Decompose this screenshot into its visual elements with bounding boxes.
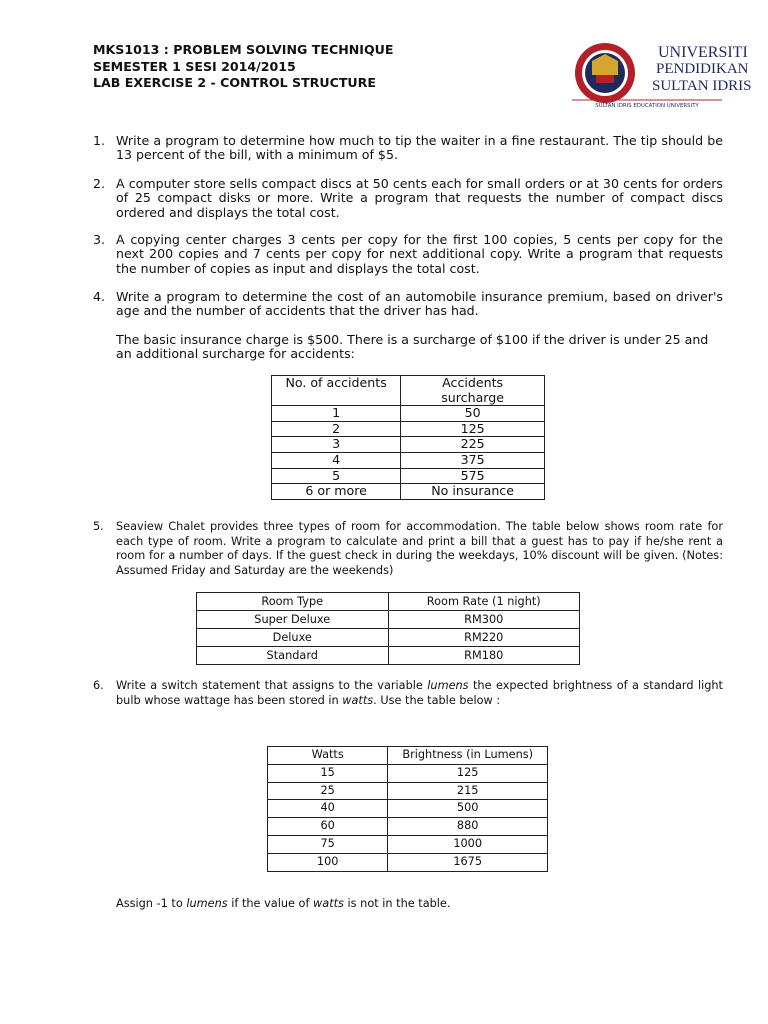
table-cell: 60 xyxy=(268,818,388,836)
table-cell: 5 xyxy=(272,468,401,484)
table-cell: 575 xyxy=(401,468,545,484)
table-cell: Super Deluxe xyxy=(197,611,389,629)
variable-watts: watts xyxy=(313,897,344,910)
table-cell: 6 or more xyxy=(272,484,401,500)
question-number: 6. xyxy=(93,679,104,692)
table-row xyxy=(197,647,580,665)
question-number: 5. xyxy=(93,520,104,533)
table-cell: RM180 xyxy=(388,647,580,665)
table-row xyxy=(272,468,545,484)
text-segment: . Use the table below : xyxy=(373,693,501,707)
table-cell: 75 xyxy=(268,835,388,853)
question-5 xyxy=(93,520,723,578)
table-row xyxy=(197,629,580,647)
column-header: Watts xyxy=(268,747,388,765)
table-cell: No insurance xyxy=(401,484,545,500)
question-6 xyxy=(93,679,723,708)
table-cell: Standard xyxy=(197,647,389,665)
wattage-table xyxy=(267,746,548,872)
table-header-row xyxy=(272,376,545,406)
table-cell: 3 xyxy=(272,437,401,453)
question-text: Write a program to determine the cost of an automobile insurance premium, based on driver's age and the number of accidents that the driver has had. xyxy=(116,289,723,319)
text-segment: if the value of xyxy=(227,897,314,910)
table-row xyxy=(272,421,545,437)
table-row xyxy=(268,764,548,782)
question-text xyxy=(116,679,723,708)
question-text: Write a program to determine how much to tip the waiter in a fine restaurant. The tip should be 13 percent of the bill, with a minimum of $5. xyxy=(116,133,723,163)
column-header: Room Rate (1 night) xyxy=(388,593,580,611)
question-4-paragraph: The basic insurance charge is $500. There is a surcharge of $100 if the driver is under 25 and an additional surcharge for accidents: xyxy=(116,332,709,362)
table-cell: 100 xyxy=(268,853,388,871)
column-header: Brightness (in Lumens) xyxy=(388,747,548,765)
table-header-row xyxy=(268,747,548,765)
column-header: Room Type xyxy=(197,593,389,611)
table-cell: RM220 xyxy=(388,629,580,647)
table-cell: 375 xyxy=(401,452,545,468)
variable-lumens: lumens xyxy=(186,897,228,910)
column-header: No. of accidents xyxy=(272,376,401,406)
lab-title: LAB EXERCISE 2 - CONTROL STRUCTURE xyxy=(93,75,376,91)
logo-line-3: SULTAN IDRIS xyxy=(652,78,752,94)
table-row xyxy=(272,452,545,468)
table-row xyxy=(268,800,548,818)
text-segment: the expected brightness of a standard light bulb whose wattage has been stored in xyxy=(116,679,723,707)
room-rate-table xyxy=(196,592,580,665)
document-header xyxy=(93,42,394,92)
university-logo xyxy=(572,40,752,109)
accidents-table xyxy=(271,375,545,500)
table-row xyxy=(268,782,548,800)
question-number: 4. xyxy=(93,289,106,304)
table-row xyxy=(268,818,548,836)
logo-line-2: PENDIDIKAN xyxy=(656,61,749,77)
table-row xyxy=(197,611,580,629)
question-number: 1. xyxy=(93,133,106,148)
table-cell: 15 xyxy=(268,764,388,782)
table-cell: 25 xyxy=(268,782,388,800)
course-title: MKS1013 : PROBLEM SOLVING TECHNIQUE xyxy=(93,42,394,57)
question-text: A copying center charges 3 cents per copy for the first 100 copies, 5 cents per copy for the next 200 copies and 7 cents per copy for next additional copy. Write a program that requests the number of copies as input and displays the total cost. xyxy=(116,232,723,276)
table-row xyxy=(272,406,545,422)
logo-line-1: UNIVERSITI xyxy=(658,44,748,61)
text-segment: Assign -1 to xyxy=(116,897,187,910)
table-cell: 500 xyxy=(388,800,548,818)
question-4 xyxy=(93,290,723,319)
text-segment: is not in the table. xyxy=(343,897,451,910)
table-cell: 2 xyxy=(272,421,401,437)
semester-title: SEMESTER 1 SESI 2014/2015 xyxy=(93,58,296,74)
table-row xyxy=(272,484,545,500)
logo-tagline: SULTAN IDRIS EDUCATION UNIVERSITY xyxy=(595,103,699,109)
question-3 xyxy=(93,233,723,276)
table-row xyxy=(268,835,548,853)
question-text: Seaview Chalet provides three types of room for accommodation. The table below shows room rate for each type of room. Write a program to calculate and print a bill that a guest has to pay if he/she rent a room for a number of days. If the guest check in during the weekdays, 10% discount will be given. (Notes: Assumed Friday and Saturday are the weekends) xyxy=(116,520,723,577)
table-cell: Deluxe xyxy=(197,629,389,647)
table-cell: 40 xyxy=(268,800,388,818)
variable-watts: watts xyxy=(342,693,374,707)
table-cell: 880 xyxy=(388,818,548,836)
table-cell: 225 xyxy=(401,437,545,453)
table-row xyxy=(272,437,545,453)
variable-lumens: lumens xyxy=(427,679,469,692)
table-header-row xyxy=(197,593,580,611)
question-number: 2. xyxy=(93,176,106,191)
table-cell: RM300 xyxy=(388,611,580,629)
question-2 xyxy=(93,177,723,220)
table-cell: 215 xyxy=(388,782,548,800)
table-cell: 1675 xyxy=(388,853,548,871)
table-cell: 125 xyxy=(388,764,548,782)
table-cell: 1 xyxy=(272,406,401,422)
table-row xyxy=(268,853,548,871)
table-cell: 1000 xyxy=(388,835,548,853)
text-segment: Write a switch statement that assigns to the variable xyxy=(116,679,428,692)
question-number: 3. xyxy=(93,232,106,247)
table-cell: 125 xyxy=(401,421,545,437)
table-cell: 4 xyxy=(272,452,401,468)
question-1 xyxy=(93,134,723,163)
question-text: A computer store sells compact discs at 50 cents each for small orders or at 30 cents for orders of 25 compact disks or more. Write a program that requests the number of compact discs ordered and displays the total cost. xyxy=(116,176,723,220)
table-cell: 50 xyxy=(401,406,545,422)
column-header: Accidents surcharge xyxy=(401,376,545,406)
assign-note xyxy=(116,897,450,910)
